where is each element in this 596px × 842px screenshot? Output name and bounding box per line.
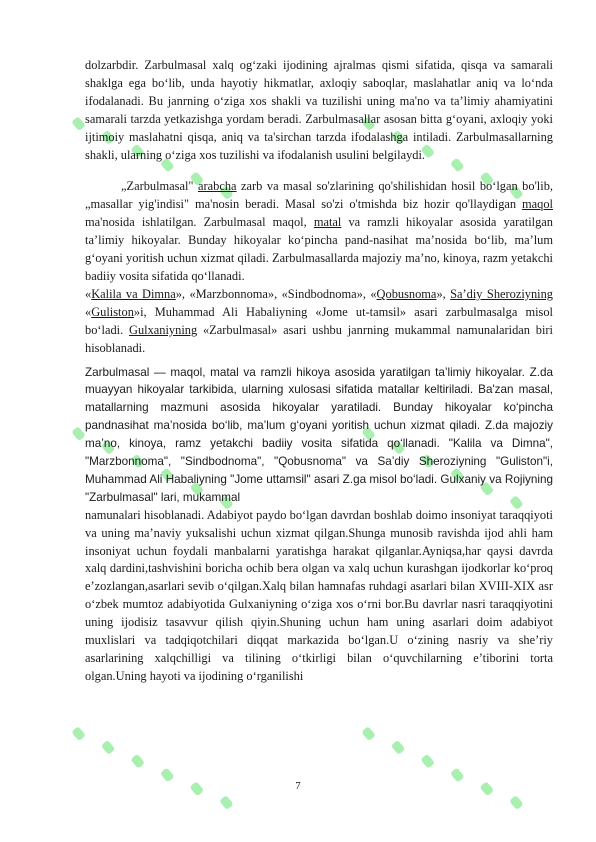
text-span: «Zarbulmasal» asari ushbu janrning mukammal namunalaridan biri hisoblanadi.	[85, 322, 553, 355]
watermark-mark	[71, 116, 86, 131]
link-arabcha[interactable]: arabcha	[198, 179, 237, 194]
text-span: va ramzli hikoyalar asosida yaratilgan ta’limiy hikoyalar. Bunday hikoyalar ko‘pincha pand-nasihat ma’nosida bo‘lib, ma’lum g‘oyani yoritish uchun xizmat qiladi. Zarbulmasallarda majoziy ma’no, kinoya, razm yetakchi badiiy vosita sifatida qo‘llanadi.	[85, 215, 553, 283]
paragraph-examples	[85, 286, 553, 358]
link-gulxaniy[interactable]: Gulxaniyning	[129, 322, 198, 337]
text-span: », «Marzbonnoma», «Sindbodnoma», «	[175, 286, 377, 301]
paragraph-gulxaniy: namunalari hisoblanadi. Adabiyot paydo bo‘lgan davrdan boshlab doimo insoniyat taraqqiyoti va uning ma’naviy yuksalishi uchun xizmat qilgan.Shunga munosib ravishda ijod ahli ham insoniyat uchun foydali manbalarni yaratishga harakat qilganlar.Ayniqsa,har qaysi davrda xalq dardini,tashvishini boricha ochib bera olgan va xalq uchun kurashgan ijodkorlar ko‘proq e’zozlangan,asarlari sevib o‘qilgan.Xalq bilan hamnafas ruhdagi asarlari bilan XVIII-XIX asr o‘zbek mumtoz adabiyotida Gulxaniyning o‘ziga xos o‘rni bor.Bu davrlar nasri taraqqiyotini uning ijodisiz tasavvur qilish qiyin.Shuning uchun ham uning asarlari doim adabiyot muxlislari va tadqiqotchilari diqqat markazida bo‘lgan.U o‘zining nasriy va she’riy asarlarining xalqchilligi va tilining o‘tkirligi bilan o‘quvchilarning e’tiborini torta olgan.Uning hayoti va ijodining o‘rganilishi	[85, 507, 553, 683]
page-number: 7	[295, 780, 301, 792]
link-qobusnoma[interactable]: Qobusnoma	[376, 286, 437, 301]
watermark-mark	[509, 795, 524, 810]
link-sadiy-sheroziy[interactable]: Sa’diy Sheroziyning	[450, 286, 553, 301]
link-kalila-va-dimna[interactable]: Kalila va Dimna	[91, 286, 176, 301]
link-matal[interactable]: matal	[313, 215, 342, 230]
link-guliston[interactable]: Guliston	[91, 304, 134, 319]
watermark-mark	[130, 754, 145, 769]
watermark-mark	[420, 754, 435, 769]
link-maqol[interactable]: maqol	[522, 197, 553, 212]
text-span: »,	[436, 286, 451, 301]
paragraph-intro: dolzarbdir. Zarbulmasal xalq og‘zaki ijodining ajralmas qismi sifatida, qisqa va samarali shaklga ega bo‘lib, unda hayotiy hikmatlar, axloqiy saboqlar, maslahatlar aniq va lo‘nda ifodalanadi. Bu janrning o‘ziga xos shakli va tuzilishi uning ma'no va ta’limiy ahamiyatini samarali tarzda yetkazishga yordam beradi. Zarbulmasallar asosan bitta g‘oyani, axloqiy yoki ijtimoiy maslahatni qisqa, aniq va ta'sirchan tarzda ifodalashga intiladi. Zarbulmasallarning shakli, ularning o‘ziga xos tuzilishi va ifodalanish usulini belgilaydi.	[85, 58, 553, 162]
text-span: «	[85, 286, 92, 301]
watermark-mark	[101, 740, 116, 755]
text-span: ma'nosida ishlatilgan. Zarbulmasal maqol,	[85, 215, 314, 230]
paragraph-definition	[85, 178, 553, 285]
text-span: »i, Muhammad Ali Habaliyning «Jome ut-tamsil» asari zarbulmasalga misol bo‘ladi.	[85, 304, 553, 337]
watermark-mark	[219, 795, 234, 810]
page-body	[85, 57, 553, 686]
watermark-mark	[391, 740, 406, 755]
watermark-mark	[71, 726, 86, 741]
watermark-mark	[71, 426, 86, 441]
watermark-mark	[361, 726, 376, 741]
text-span: zarb va masal so'zlarining qo'shilishidan hosil bo‘lgan bo'lib, „masallar yig'indisi" ma'nosin beradi. Masal so'zi o'tmishda biz hozir qo'llaydigan	[85, 179, 553, 212]
text-span: „Zarbulmasal"	[121, 179, 199, 194]
text-span: «	[85, 304, 92, 319]
paragraph-encyclopedia: Zarbulmasal — maqol, matal va ramzli hikoya asosida yaratilgan ta’limiy hikoyalar. Z.da muayyan hikoyalar tarkibida, ularning xulosasi sifatida matallar keltiriladi. Ba'zan masal, matallarning mazmuni asosida hikoyalar yaratiladi. Bunday hikoyalar ko‘pincha pandnasihat ma’nosida bo‘lib, ma’lum g‘oyani yoritish uchun xizmat qiladi. Z.da majoziy ma’no, kinoya, ramz yetakchi badiiy vosita sifatida qo‘llanadi. "Kalila va Dimna", "Marzbonnoma", "Sindbodnoma", "Qobusnoma" va Sa’diy Sheroziyning "Guliston"i, Muhammad Ali Habaliyning "Jome uttamsil" asari Z.ga misol bo‘ladi. Gulxaniy va Rojiyning "Zarbulmasal" lari, mukammal	[85, 365, 553, 504]
